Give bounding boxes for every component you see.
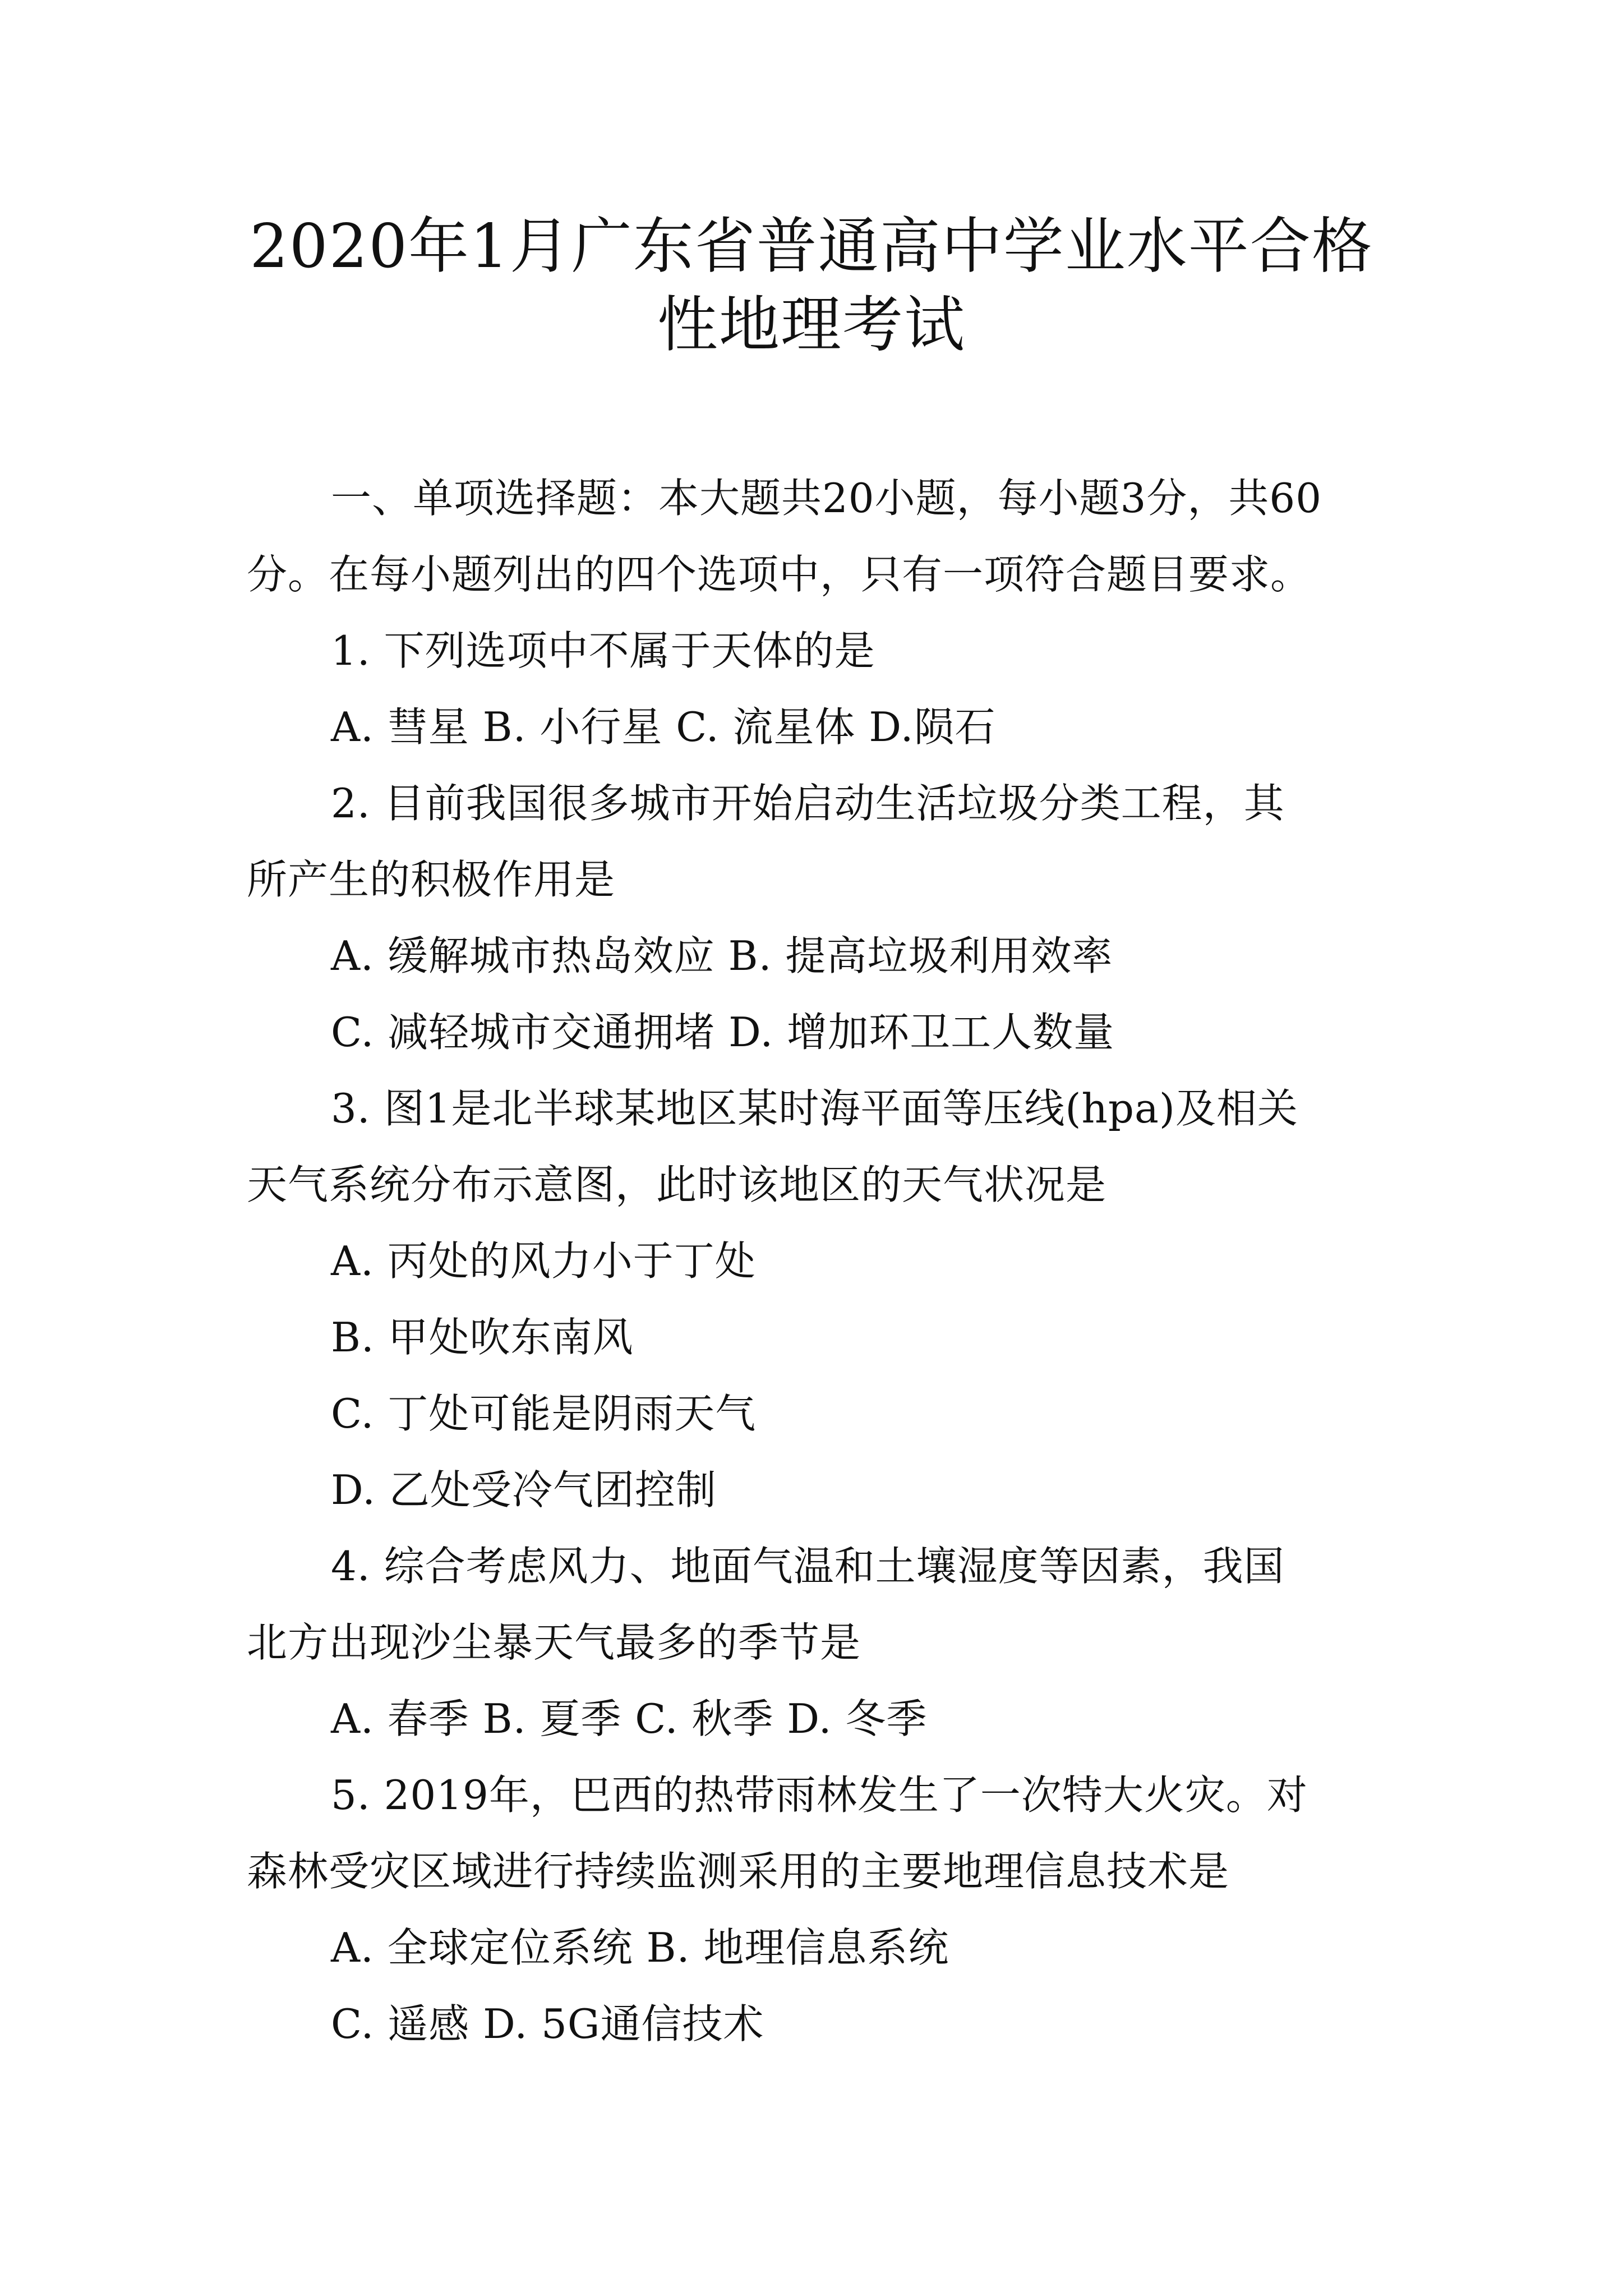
question-3-option-c: C. 丁处可能是阴雨天气 [331, 1390, 757, 1437]
question-3-stem-line-2: 天气系统分布示意图，此时该地区的天气状况是 [247, 1161, 1107, 1208]
question-5-options-line-2: C. 遥感 D. 5G通信技术 [331, 2000, 764, 2047]
question-4-options: A. 春季 B. 夏季 C. 秋季 D. 冬季 [331, 1695, 928, 1742]
question-5-stem-line-1: 5. 2019年，巴西的热带雨林发生了一次特大火灾。对 [331, 1772, 1308, 1819]
question-4-stem-line-2: 北方出现沙尘暴天气最多的季节是 [247, 1619, 861, 1666]
question-3-option-b: B. 甲处吹东南风 [331, 1314, 634, 1361]
question-2-stem-line-1: 2. 目前我国很多城市开始启动生活垃圾分类工程，其 [331, 780, 1285, 827]
question-1-options: A. 彗星 B. 小行星 C. 流星体 D.陨石 [331, 703, 996, 751]
question-4-stem-line-1: 4. 综合考虑风力、地面气温和土壤湿度等因素，我国 [331, 1543, 1285, 1590]
question-2-options-line-2: C. 减轻城市交通拥堵 D. 增加环卫工人数量 [331, 1009, 1115, 1056]
question-5-options-line-1: A. 全球定位系统 B. 地理信息系统 [331, 1924, 949, 1971]
section-instruction-line-1: 一、单项选择题：本大题共20小题，每小题3分，共60 [331, 475, 1322, 522]
question-3-stem-line-1: 3. 图1是北半球某地区某时海平面等压线(hpa)及相关 [331, 1085, 1298, 1132]
question-3-option-a: A. 丙处的风力小于丁处 [331, 1237, 756, 1285]
question-5-stem-line-2: 森林受灾区域进行持续监测采用的主要地理信息技术是 [247, 1848, 1230, 1895]
section-instruction-line-2: 分。在每小题列出的四个选项中，只有一项符合题目要求。 [247, 551, 1312, 598]
document-title-line-2: 性地理考试 [657, 290, 966, 360]
question-2-options-line-1: A. 缓解城市热岛效应 B. 提高垃圾利用效率 [331, 932, 1113, 979]
question-2-stem-line-2: 所产生的积极作用是 [247, 856, 616, 903]
document-title-line-1: 2020年1月广东省普通高中学业水平合格 [250, 211, 1373, 282]
question-1-stem: 1. 下列选项中不属于天体的是 [331, 627, 875, 674]
question-3-option-d: D. 乙处受冷气团控制 [331, 1466, 717, 1513]
